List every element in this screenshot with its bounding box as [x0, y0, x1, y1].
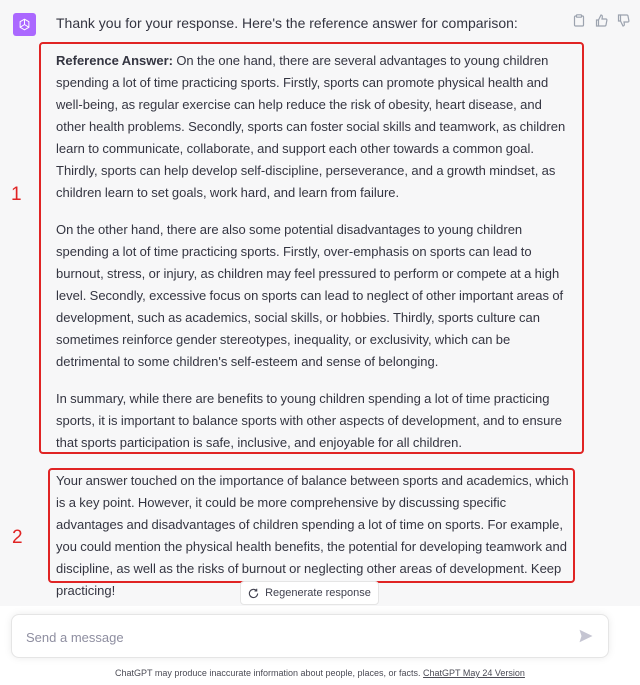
- annotation-label-2: 2: [12, 527, 23, 548]
- reference-paragraph-2: On the other hand, there are also some potential disadvantages to young children spending a lot of time practicing sports. Firstly, over-emphasis on sports can lead to burnout, stress, or injury, as children may feel pressured to perform or compete at a high level. Secondly, excessive focus on sports can lead to neglect of other important areas of development, such as academics, social skills, or hobbies. Thirdly, sports culture can sometimes reinforce gender stereotypes, inequality, or exclusivity, which can be detrimental to some children's self-esteem and sense of belonging.: [56, 222, 564, 369]
- reference-lead: Reference Answer:: [56, 53, 173, 68]
- version-link[interactable]: ChatGPT May 24 Version: [423, 668, 525, 678]
- clipboard-icon[interactable]: [572, 13, 586, 27]
- regenerate-response-button[interactable]: [240, 581, 379, 605]
- reference-paragraph-3: In summary, while there are benefits to young children spending a lot of time practicing sports, it is important to balance sports with other aspects of development, and to ensure that sports participation is safe, inclusive, and enjoyable for all children.: [56, 391, 562, 450]
- refresh-icon: [248, 588, 259, 599]
- thumbs-down-icon[interactable]: [616, 13, 630, 27]
- reference-paragraph-1: [56, 50, 570, 204]
- thumbs-up-icon[interactable]: [594, 13, 608, 27]
- intro-text: Thank you for your response. Here's the reference answer for comparison:: [56, 15, 518, 31]
- feedback-paragraph: Your answer touched on the importance of balance between sports and academics, which is a key point. However, it could be more comprehensive by discussing specific advantages and disadvantages of children spending a lot of time on sports. For example, you could mention the physical health benefits, the potential for developing teamwork and discipline, as well as the risks of burnout or neglecting other areas of development. Keep practicing!: [56, 473, 569, 598]
- message-actions: [572, 13, 630, 27]
- regenerate-label: Regenerate response: [265, 587, 371, 599]
- reference-paragraph-1-text: On the one hand, there are several advantages to young children spending a lot of time practicing sports. Firstly, sports can promote physical health and well-being, as regular exercise can help reduce the risk of obesity, heart disease, and other health problems. Secondly, sports can foster social skills and teamwork, as children learn to communicate, collaborate, and support each other towards a common goal. Thirdly, sports can help develop self-discipline, perseverance, and a growth mindset, as children learn to set goals, work hard, and learn from failure.: [56, 53, 566, 200]
- disclaimer-text: ChatGPT may produce inaccurate information about people, places, or facts.: [115, 668, 424, 678]
- send-icon[interactable]: [578, 628, 594, 644]
- disclaimer-footer: [0, 668, 640, 678]
- message-composer: [11, 614, 609, 658]
- annotation-label-1: 1: [11, 184, 22, 205]
- message-input[interactable]: [24, 625, 568, 649]
- openai-logo-icon: [13, 13, 36, 36]
